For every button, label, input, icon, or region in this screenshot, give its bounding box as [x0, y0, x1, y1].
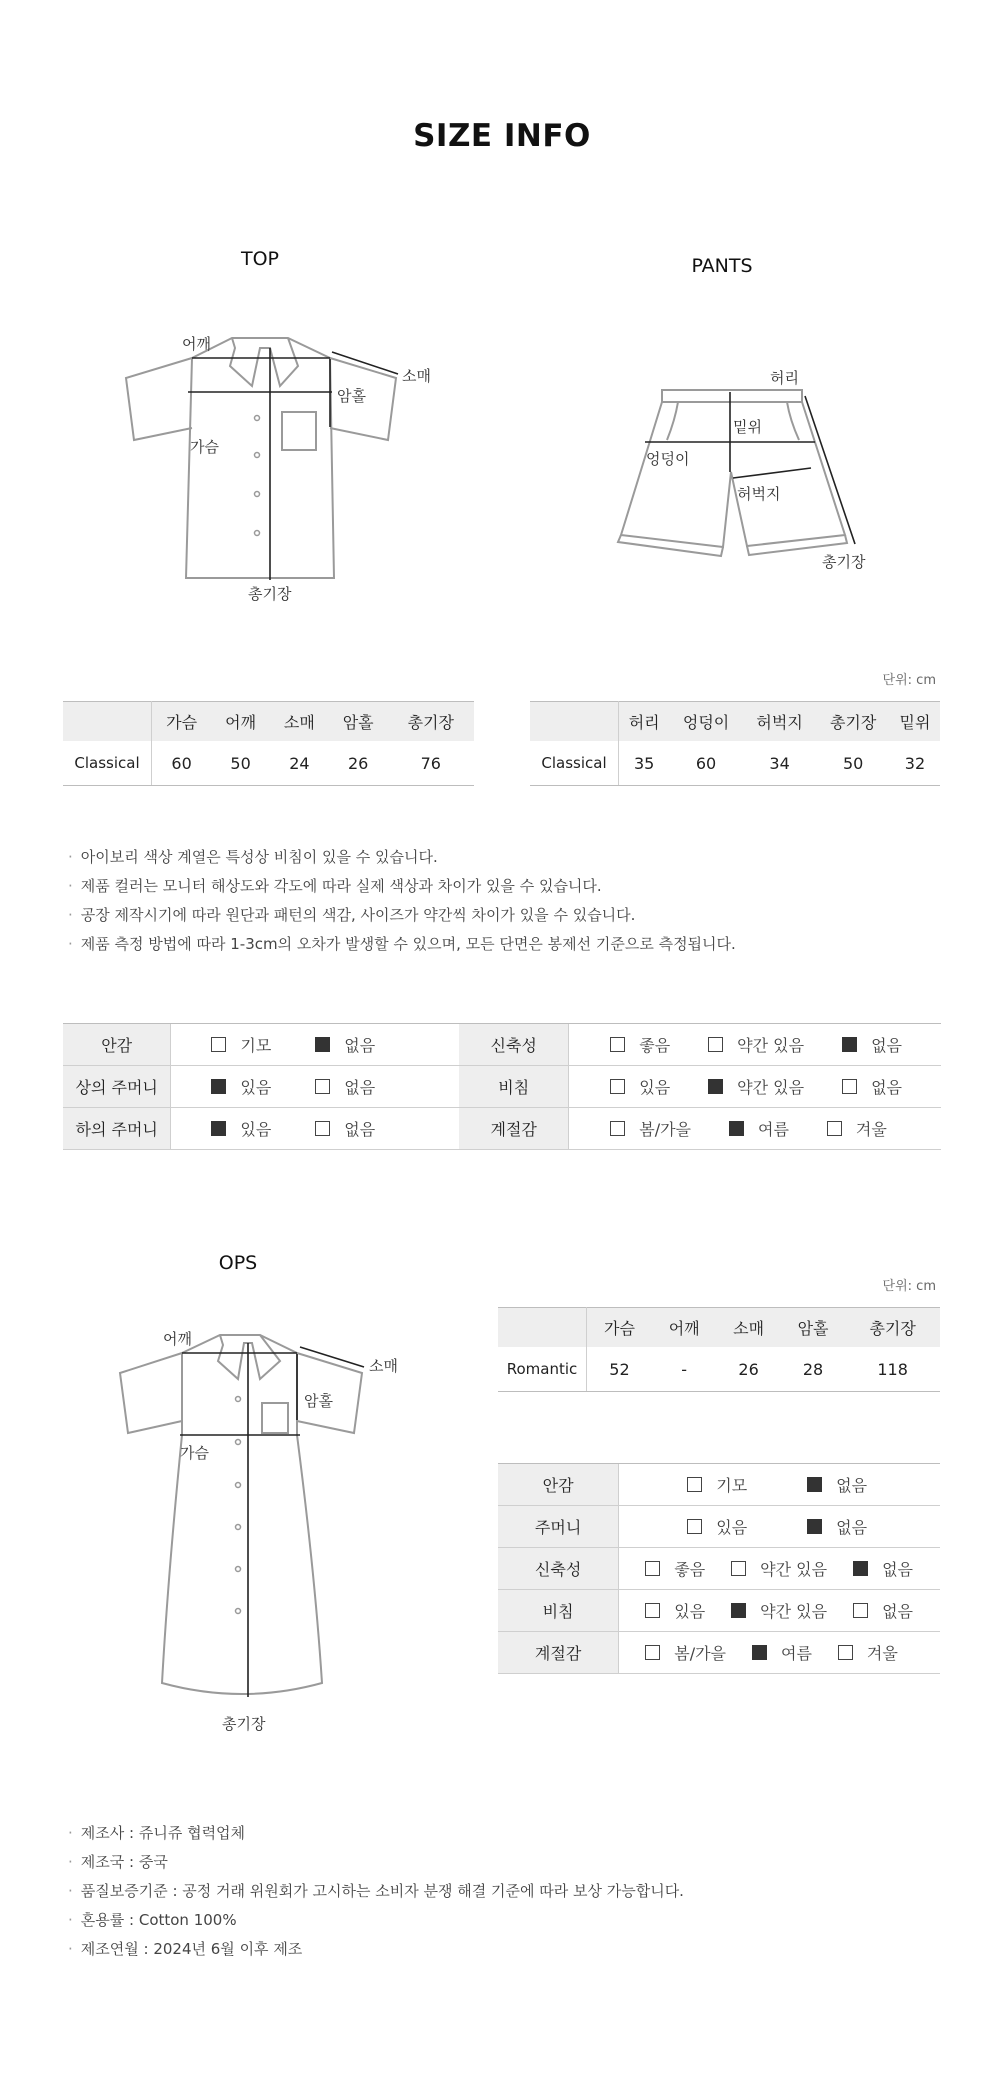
top-collar — [230, 338, 298, 386]
table-header: 암홀 — [329, 702, 388, 742]
option-label: 없음 — [836, 1476, 868, 1495]
unchecked-box-icon — [645, 1561, 660, 1576]
table-header: 암홀 — [781, 1308, 845, 1348]
ops-length-label: 총기장 — [222, 1715, 266, 1733]
option-item — [645, 1599, 705, 1622]
table-header: 어깨 — [211, 702, 270, 742]
ops-button — [236, 1567, 241, 1572]
ops-body — [162, 1335, 322, 1694]
top-pocket — [282, 412, 316, 450]
sleeve-line — [332, 352, 398, 374]
top-left-sleeve — [126, 358, 192, 440]
option-label: 있음 — [639, 1078, 671, 1097]
note-item: · 아이보리 색상 계열은 특성상 비침이 있을 수 있습니다. — [70, 843, 736, 872]
option-group — [645, 1641, 939, 1664]
top-section-title: TOP — [240, 248, 280, 270]
option-row — [498, 1590, 940, 1632]
option-label: 있음 — [240, 1078, 272, 1097]
option-item — [687, 1473, 747, 1496]
table-cell: 60 — [669, 741, 743, 786]
ops-collar — [218, 1335, 280, 1379]
checked-box-icon — [211, 1121, 226, 1136]
checked-box-icon — [807, 1519, 822, 1534]
ops-unit-label: 단위: cm — [882, 1279, 936, 1294]
table-cell: 28 — [781, 1347, 845, 1392]
pants-waist-label: 허리 — [770, 369, 799, 387]
ops-options-table — [498, 1463, 940, 1674]
page-title: SIZE INFO — [413, 118, 591, 154]
table-header: 어깨 — [652, 1308, 716, 1348]
option-name: 안감 — [63, 1024, 171, 1066]
option-label: 여름 — [758, 1120, 789, 1139]
option-item — [315, 1117, 375, 1140]
option-item — [731, 1557, 827, 1580]
option-label: 없음 — [344, 1120, 376, 1139]
option-label: 약간 있음 — [737, 1078, 805, 1097]
table-header: 엉덩이 — [669, 702, 743, 742]
option-label: 있음 — [674, 1602, 706, 1621]
option-label: 겨울 — [866, 1644, 898, 1663]
ops-size-table — [498, 1307, 940, 1392]
option-name: 상의 주머니 — [63, 1066, 171, 1108]
option-label: 좋음 — [639, 1036, 671, 1055]
table-cell: 24 — [270, 741, 329, 786]
checked-box-icon — [731, 1603, 746, 1618]
option-label: 약간 있음 — [760, 1602, 828, 1621]
option-group — [211, 1117, 458, 1140]
option-label: 약간 있음 — [737, 1036, 805, 1055]
top-sleeve-label: 소매 — [402, 367, 431, 385]
table-header: 밑위 — [890, 702, 940, 742]
row-name: Romantic — [498, 1347, 587, 1392]
option-item — [853, 1599, 913, 1622]
option-item — [729, 1117, 789, 1140]
option-label: 없음 — [344, 1078, 376, 1097]
info-item: · 혼용률 : Cotton 100% — [70, 1906, 684, 1935]
top-size-table — [63, 701, 474, 786]
unchecked-box-icon — [687, 1477, 702, 1492]
checked-box-icon — [708, 1079, 723, 1094]
option-item — [708, 1075, 804, 1098]
checked-box-icon — [842, 1037, 857, 1052]
table-header: 총기장 — [845, 1308, 940, 1348]
option-item — [610, 1075, 670, 1098]
pants-rise-label: 밑위 — [733, 418, 762, 436]
table-header: 소매 — [270, 702, 329, 742]
option-group — [687, 1515, 939, 1538]
ops-button — [236, 1483, 241, 1488]
option-group — [610, 1117, 940, 1140]
unchecked-box-icon — [842, 1079, 857, 1094]
option-label: 없음 — [836, 1518, 868, 1537]
option-name: 하의 주머니 — [63, 1108, 171, 1150]
option-item — [687, 1515, 747, 1538]
option-item — [315, 1033, 375, 1056]
option-name: 비침 — [459, 1066, 569, 1108]
unchecked-box-icon — [827, 1121, 842, 1136]
unchecked-box-icon — [315, 1079, 330, 1094]
ops-button — [236, 1440, 241, 1445]
option-label: 여름 — [781, 1644, 812, 1663]
top-button — [255, 453, 260, 458]
table-header: 총기장 — [388, 702, 474, 742]
product-info-list — [70, 1819, 684, 1964]
pants-section-title: PANTS — [691, 255, 753, 277]
top-shirt-diagram — [120, 328, 420, 588]
unchecked-box-icon — [610, 1121, 625, 1136]
option-label: 없음 — [871, 1036, 902, 1055]
option-label: 없음 — [871, 1078, 902, 1097]
unchecked-box-icon — [610, 1079, 625, 1094]
pants-unit-label: 단위: cm — [882, 673, 936, 688]
top-button — [255, 531, 260, 536]
pants-length-label: 총기장 — [822, 553, 866, 571]
unchecked-box-icon — [610, 1037, 625, 1052]
option-name: 신축성 — [459, 1024, 569, 1066]
info-item: · 제조국 : 중국 — [70, 1848, 684, 1877]
unchecked-box-icon — [853, 1603, 868, 1618]
table-corner — [498, 1308, 587, 1348]
info-item: · 제조연월 : 2024년 6월 이후 제조 — [70, 1935, 684, 1964]
checked-box-icon — [729, 1121, 744, 1136]
row-name: Classical — [63, 741, 152, 786]
option-item — [645, 1641, 726, 1664]
option-row — [498, 1506, 940, 1548]
table-row — [530, 741, 940, 786]
option-label: 없음 — [344, 1036, 376, 1055]
pants-waistband — [662, 390, 802, 402]
option-group — [645, 1557, 939, 1580]
option-group — [687, 1473, 939, 1496]
table-header: 가슴 — [152, 702, 212, 742]
checked-box-icon — [315, 1037, 330, 1052]
checked-box-icon — [807, 1477, 822, 1492]
option-item — [731, 1599, 827, 1622]
unchecked-box-icon — [211, 1037, 226, 1052]
pants-hip-label: 엉덩이 — [646, 450, 690, 468]
table-row — [63, 741, 474, 786]
table-cell: 76 — [388, 741, 474, 786]
pants-length-line — [805, 396, 855, 544]
table-cell: 118 — [845, 1347, 940, 1392]
note-item: · 제품 컬러는 모니터 해상도와 각도에 따라 실제 색상과 차이가 있을 수 있습니다. — [70, 872, 736, 901]
unchecked-box-icon — [838, 1645, 853, 1660]
table-header: 소매 — [716, 1308, 780, 1348]
top-armhole-label: 암홀 — [337, 387, 366, 405]
table-cell: 50 — [211, 741, 270, 786]
option-row — [498, 1464, 940, 1506]
option-label: 있음 — [716, 1518, 748, 1537]
table-corner — [63, 702, 152, 742]
option-group — [610, 1075, 940, 1098]
ops-armhole-label: 암홀 — [304, 1392, 333, 1410]
option-item — [610, 1117, 691, 1140]
ops-pocket — [262, 1403, 288, 1433]
option-label: 있음 — [240, 1120, 272, 1139]
option-item — [211, 1033, 271, 1056]
table-header-row — [63, 702, 474, 742]
ops-dress-diagram — [110, 1325, 380, 1710]
option-item — [211, 1117, 271, 1140]
table-corner — [530, 702, 619, 742]
top-options-table — [63, 1023, 941, 1150]
option-row — [63, 1024, 941, 1066]
pants-size-table — [530, 701, 940, 786]
table-row — [498, 1347, 940, 1392]
option-item — [211, 1075, 271, 1098]
option-label: 약간 있음 — [760, 1560, 828, 1579]
option-row — [498, 1548, 940, 1590]
option-item — [807, 1515, 867, 1538]
option-group — [211, 1075, 458, 1098]
table-header: 가슴 — [587, 1308, 652, 1348]
option-label: 없음 — [882, 1602, 913, 1621]
option-label: 좋음 — [674, 1560, 706, 1579]
unchecked-box-icon — [687, 1519, 702, 1534]
option-name: 안감 — [498, 1464, 619, 1506]
option-row — [498, 1632, 940, 1674]
ops-left-sleeve — [120, 1353, 182, 1433]
note-item: · 제품 측정 방법에 따라 1-3cm의 오차가 발생할 수 있으며, 모든 단면은 봉제선 기준으로 측정됩니다. — [70, 930, 736, 959]
option-item — [315, 1075, 375, 1098]
option-label: 봄/가을 — [674, 1644, 726, 1663]
ops-chest-label: 가슴 — [180, 1444, 209, 1462]
table-header-row — [498, 1308, 940, 1348]
option-name: 주머니 — [498, 1506, 619, 1548]
option-item — [807, 1473, 867, 1496]
pants-thigh-label: 허벅지 — [737, 485, 781, 503]
table-cell: - — [652, 1347, 716, 1392]
table-cell: 32 — [890, 741, 940, 786]
checked-box-icon — [211, 1079, 226, 1094]
option-name: 신축성 — [498, 1548, 619, 1590]
checked-box-icon — [752, 1645, 767, 1660]
table-cell: 26 — [329, 741, 388, 786]
table-cell: 34 — [743, 741, 817, 786]
top-shoulder-label: 어깨 — [182, 335, 211, 353]
pants-diagram — [615, 380, 875, 580]
table-header: 허리 — [619, 702, 670, 742]
option-label: 기모 — [716, 1476, 748, 1495]
option-item — [708, 1033, 804, 1056]
top-body — [186, 338, 334, 578]
note-item: · 공장 제작시기에 따라 원단과 패턴의 색감, 사이즈가 약간씩 차이가 있을 수 있습니다. — [70, 901, 736, 930]
top-button — [255, 492, 260, 497]
ops-button — [236, 1609, 241, 1614]
ops-section-title: OPS — [218, 1252, 258, 1274]
unchecked-box-icon — [315, 1121, 330, 1136]
checked-box-icon — [853, 1561, 868, 1576]
option-group — [610, 1033, 940, 1056]
option-item — [842, 1075, 902, 1098]
table-cell: 50 — [816, 741, 890, 786]
option-label: 기모 — [240, 1036, 272, 1055]
info-item: · 품질보증기준 : 공정 거래 위원회가 고시하는 소비자 분쟁 해결 기준에 따라 보상 가능합니다. — [70, 1877, 684, 1906]
table-header: 총기장 — [816, 702, 890, 742]
table-cell: 35 — [619, 741, 670, 786]
option-label: 없음 — [882, 1560, 913, 1579]
table-cell: 26 — [716, 1347, 780, 1392]
option-name: 비침 — [498, 1590, 619, 1632]
unchecked-box-icon — [731, 1561, 746, 1576]
unchecked-box-icon — [645, 1645, 660, 1660]
notes-list — [70, 843, 736, 959]
option-item — [853, 1557, 913, 1580]
option-name: 계절감 — [498, 1632, 619, 1674]
table-header-row — [530, 702, 940, 742]
table-cell: 60 — [152, 741, 212, 786]
table-header: 허벅지 — [743, 702, 817, 742]
option-label: 봄/가을 — [639, 1120, 691, 1139]
option-item — [842, 1033, 902, 1056]
option-label: 겨울 — [855, 1120, 887, 1139]
option-group — [211, 1033, 458, 1056]
ops-button — [236, 1397, 241, 1402]
info-item: · 제조사 : 쥬니쥬 협력업체 — [70, 1819, 684, 1848]
row-name: Classical — [530, 741, 619, 786]
option-item — [827, 1117, 887, 1140]
option-item — [645, 1557, 705, 1580]
thigh-line — [733, 468, 811, 478]
unchecked-box-icon — [645, 1603, 660, 1618]
option-item — [610, 1033, 670, 1056]
option-item — [752, 1641, 812, 1664]
ops-button — [236, 1525, 241, 1530]
ops-sleeve-label: 소매 — [369, 1357, 398, 1375]
option-name: 계절감 — [459, 1108, 569, 1150]
top-chest-label: 가슴 — [190, 438, 219, 456]
option-row — [63, 1066, 941, 1108]
unchecked-box-icon — [708, 1037, 723, 1052]
top-button — [255, 416, 260, 421]
ops-shoulder-label: 어깨 — [163, 1330, 192, 1348]
table-cell: 52 — [587, 1347, 652, 1392]
option-row — [63, 1108, 941, 1150]
option-item — [838, 1641, 898, 1664]
top-length-label: 총기장 — [248, 585, 292, 603]
option-group — [645, 1599, 939, 1622]
